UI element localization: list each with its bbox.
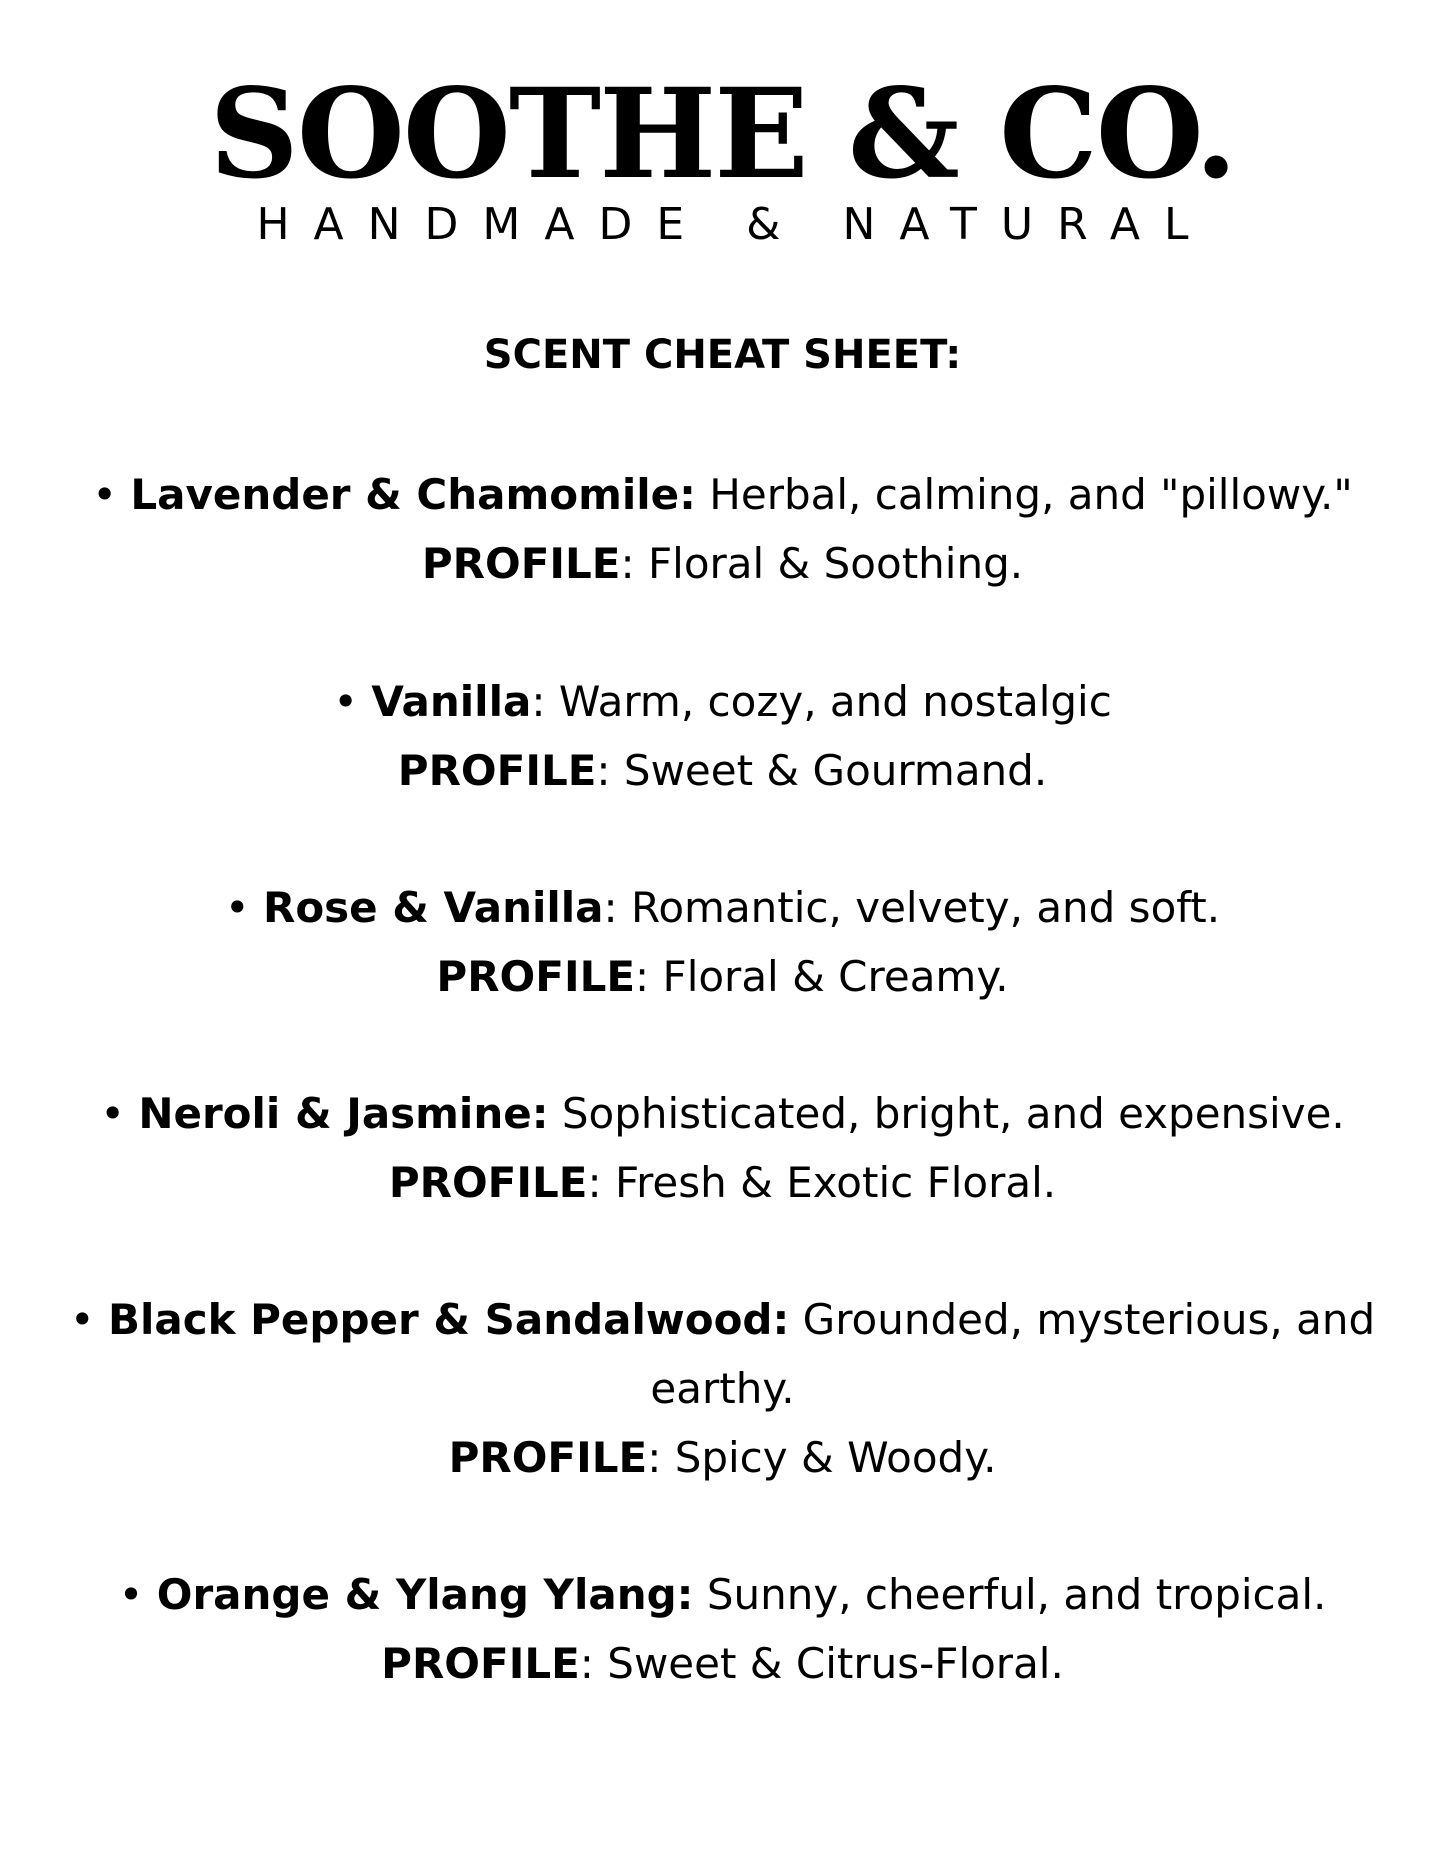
- scent-description-continued: earthy.: [650, 1364, 795, 1413]
- scent-description-line: [0, 1285, 1445, 1354]
- scent-description-line: [0, 460, 1445, 529]
- scent-name: Rose & Vanilla: [262, 883, 604, 932]
- scent-name: Lavender & Chamomile:: [130, 470, 696, 519]
- scent-entry: [0, 873, 1445, 1011]
- scent-profile-line: [0, 529, 1445, 598]
- scent-profile-line: [0, 1148, 1445, 1217]
- profile-value: : Sweet & Gourmand.: [596, 746, 1048, 795]
- brand-tagline: HANDMADE & NATURAL: [256, 199, 1213, 250]
- brand-header: [0, 60, 1445, 250]
- profile-value: : Floral & Soothing.: [620, 539, 1024, 588]
- scent-description: Sophisticated, bright, and expensive.: [548, 1089, 1345, 1138]
- scent-entry: [0, 460, 1445, 598]
- profile-label: PROFILE: [388, 1158, 588, 1207]
- profile-label: PROFILE: [381, 1639, 580, 1688]
- bullet: •: [118, 1570, 157, 1619]
- bullet: •: [224, 883, 263, 932]
- brand-name: SOOTHE & CO.: [209, 62, 1236, 207]
- scent-description: Grounded, mysterious, and: [789, 1295, 1376, 1344]
- sheet-title: SCENT CHEAT SHEET:: [483, 332, 962, 378]
- scent-profile-line: [0, 1629, 1445, 1698]
- profile-label: PROFILE: [448, 1433, 648, 1482]
- scent-profile-line: [0, 1423, 1445, 1492]
- scent-name: Vanilla: [371, 677, 532, 726]
- scent-entry: [0, 667, 1445, 805]
- bullet: •: [69, 1295, 108, 1344]
- bullet: •: [92, 470, 131, 519]
- scent-name: Orange & Ylang Ylang:: [156, 1570, 694, 1619]
- scent-entry: [0, 1079, 1445, 1217]
- profile-label: PROFILE: [436, 952, 636, 1001]
- profile-value: : Floral & Creamy.: [635, 952, 1009, 1001]
- scent-description: Sunny, cheerful, and tropical.: [693, 1570, 1327, 1619]
- scent-description-line: [0, 1079, 1445, 1148]
- scent-description-line: [0, 1560, 1445, 1629]
- bullet: •: [100, 1089, 139, 1138]
- scent-description: Romantic, velvety, and soft.: [617, 883, 1221, 932]
- scent-entry: [0, 1285, 1445, 1492]
- scent-description-line: [0, 873, 1445, 942]
- scent-name-suffix: :: [603, 883, 618, 932]
- scent-profile-line: [0, 942, 1445, 1011]
- profile-label: PROFILE: [397, 746, 597, 795]
- profile-value: : Spicy & Woody.: [647, 1433, 997, 1482]
- bullet: •: [333, 677, 372, 726]
- scent-profile-line: [0, 736, 1445, 805]
- scent-name-suffix: :: [531, 677, 546, 726]
- scent-entry: [0, 1560, 1445, 1698]
- scent-description: Warm, cozy, and nostalgic: [545, 677, 1112, 726]
- scent-name: Black Pepper & Sandalwood:: [107, 1295, 790, 1344]
- profile-value: : Fresh & Exotic Floral.: [587, 1158, 1057, 1207]
- profile-label: PROFILE: [421, 539, 621, 588]
- scent-name: Neroli & Jasmine:: [138, 1089, 549, 1138]
- profile-value: : Sweet & Citrus-Floral.: [579, 1639, 1064, 1688]
- scent-description-line: [0, 667, 1445, 736]
- scent-description: Herbal, calming, and "pillowy.": [695, 470, 1353, 519]
